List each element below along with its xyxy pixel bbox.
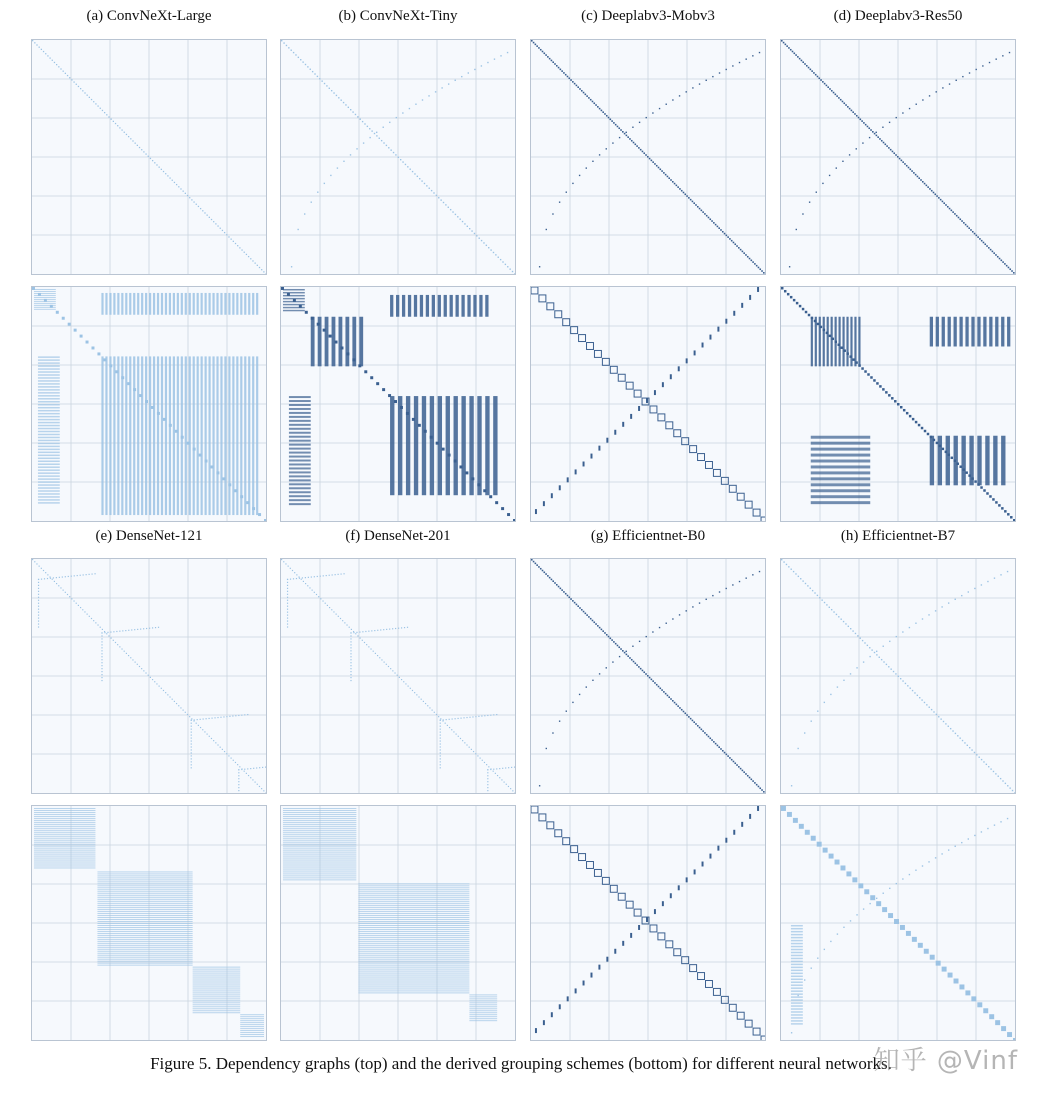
figure-caption: Figure 5. Dependency graphs (top) and the derived grouping schemes (bottom) for different neural networks.	[150, 1054, 892, 1073]
plot-b-dependency	[280, 39, 516, 275]
plot-b-grouping	[280, 286, 516, 522]
panel-title-d: (d) Deeplabv3-Res50	[833, 8, 963, 24]
watermark: 知乎 @Vinf	[873, 1046, 1018, 1076]
plot-a-dependency	[31, 39, 267, 275]
plot-f-dependency	[280, 558, 516, 794]
plot-h-grouping	[780, 805, 1016, 1041]
panel-title-a: (a) ConvNeXt-Large	[86, 8, 212, 24]
plot-f-grouping	[280, 805, 516, 1041]
plot-g-dependency	[530, 558, 766, 794]
panel-title-f: (f) DenseNet-201	[345, 528, 451, 544]
plot-e-grouping	[31, 805, 267, 1041]
plot-a-grouping	[31, 286, 267, 522]
panel-title-g: (g) Efficientnet-B0	[590, 528, 706, 544]
plot-d-grouping	[780, 286, 1016, 522]
panel-title-b: (b) ConvNeXt-Tiny	[338, 8, 458, 24]
panel-title-h: (h) Efficientnet-B7	[840, 528, 956, 544]
plot-c-grouping	[530, 286, 766, 522]
plot-d-dependency	[780, 39, 1016, 275]
plot-h-dependency	[780, 558, 1016, 794]
panel-title-c: (c) Deeplabv3-Mobv3	[581, 8, 715, 24]
plot-c-dependency	[530, 39, 766, 275]
plot-g-grouping	[530, 805, 766, 1041]
plot-e-dependency	[31, 558, 267, 794]
panel-title-e: (e) DenseNet-121	[95, 528, 203, 544]
